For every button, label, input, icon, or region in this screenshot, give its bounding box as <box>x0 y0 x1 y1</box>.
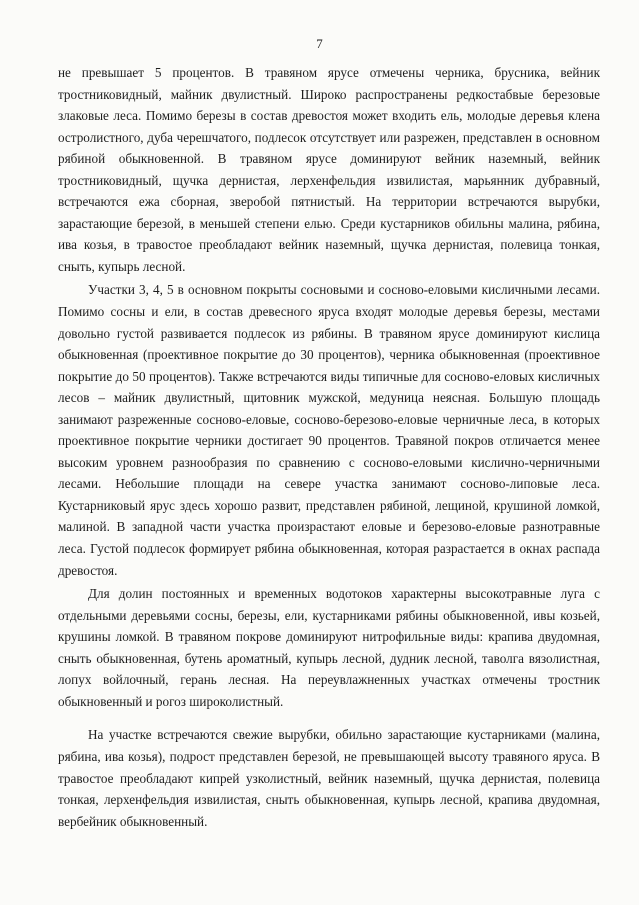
paragraph-3: Для долин постоянных и временных водотоков характерны высокотравные луга с отдельными деревьями сосны, березы, ели, кустарниками рябины обыкновенной, ивы козьей, крушины ломкой. В травяном покрове доминируют нитрофильные виды: крапива двудомная, сныть обыкновенная, бутень ароматный, купырь лесной, дудник лесной, таволга вязолистная, лопух войлочный, герань лесная. На переувлажненных участках отмечены тростник обыкновенный и рогоз широколистный. <box>58 586 600 709</box>
paragraph-4: На участке встречаются свежие вырубки, обильно зарастающие кустарниками (малина, рябина, ива козья), подрост представлен березой, не превышающей высоту травяного яруса. В травостое преобладают кипрей узколистный, вейник наземный, щучка дернистая, полевица тонкая, лерхенфельдия извилистая, сныть обыкновенная, купырь лесной, крапива двудомная, вербейник обыкновенный. <box>58 727 600 829</box>
paragraph-2: Участки 3, 4, 5 в основном покрыты сосновыми и сосново-еловыми кисличными лесами. Помимо сосны и ели, в состав древесного яруса входят молодые деревья березы, местами довольно густой развивается подлесок из рябины. В травяном ярусе доминируют кислица обыкновенная (проективное покрытие до 30 процентов), черника обыкновенная (проективное покрытие до 50 процентов). Также встречаются виды типичные для сосново-еловых кисличных лесов – майник двулистный, щитовник мужской, медуница неясная. Большую площадь занимают разреженные сосново-еловые, сосново-березово-еловые черничные леса, в которых проективное покрытие черники достигает 90 процентов. Травяной покров отличается менее высоким уровнем разнообразия по сравнению с сосново-еловыми кислично-черничными лесами. Небольшие площади на севере участка занимают сосново-липовые леса. Кустарниковый ярус здесь хорошо развит, представлен рябиной, лещиной, крушиной ломкой, малиной. В западной части участка произрастают еловые и березово-еловые разнотравные леса. Густой подлесок формирует рябина обыкновенная, которая разрастается в окнах распада древостоя. <box>58 282 600 578</box>
paragraph-1: не превышает 5 процентов. В травяном ярусе отмечены черника, брусника, вейник тростниковидный, майник двулистный. Широко распространены редкостабвые березовые злаковые леса. Помимо березы в состав древостоя может входить ель, молодые деревья клена остролистного, дуба черешчатого, подлесок отсутствует или разрежен, представлен в основном рябиной обыкновенной. В травяном ярусе доминируют вейник наземный, вейник тростниковидный, щучка дернистая, лерхенфельдия извилистая, марьянник дубравный, встречаются ежа сборная, зверобой пятнистый. На территории встречаются вырубки, зарастающие березой, в меньшей степени елью. Среди кустарников обильны малина, рябина, ива козья, в травостое преобладают вейник наземный, щучка дернистая, полевица тонкая, сныть, купырь лесной. <box>58 65 600 274</box>
page-number: 7 <box>316 36 323 51</box>
body-text <box>58 62 600 832</box>
